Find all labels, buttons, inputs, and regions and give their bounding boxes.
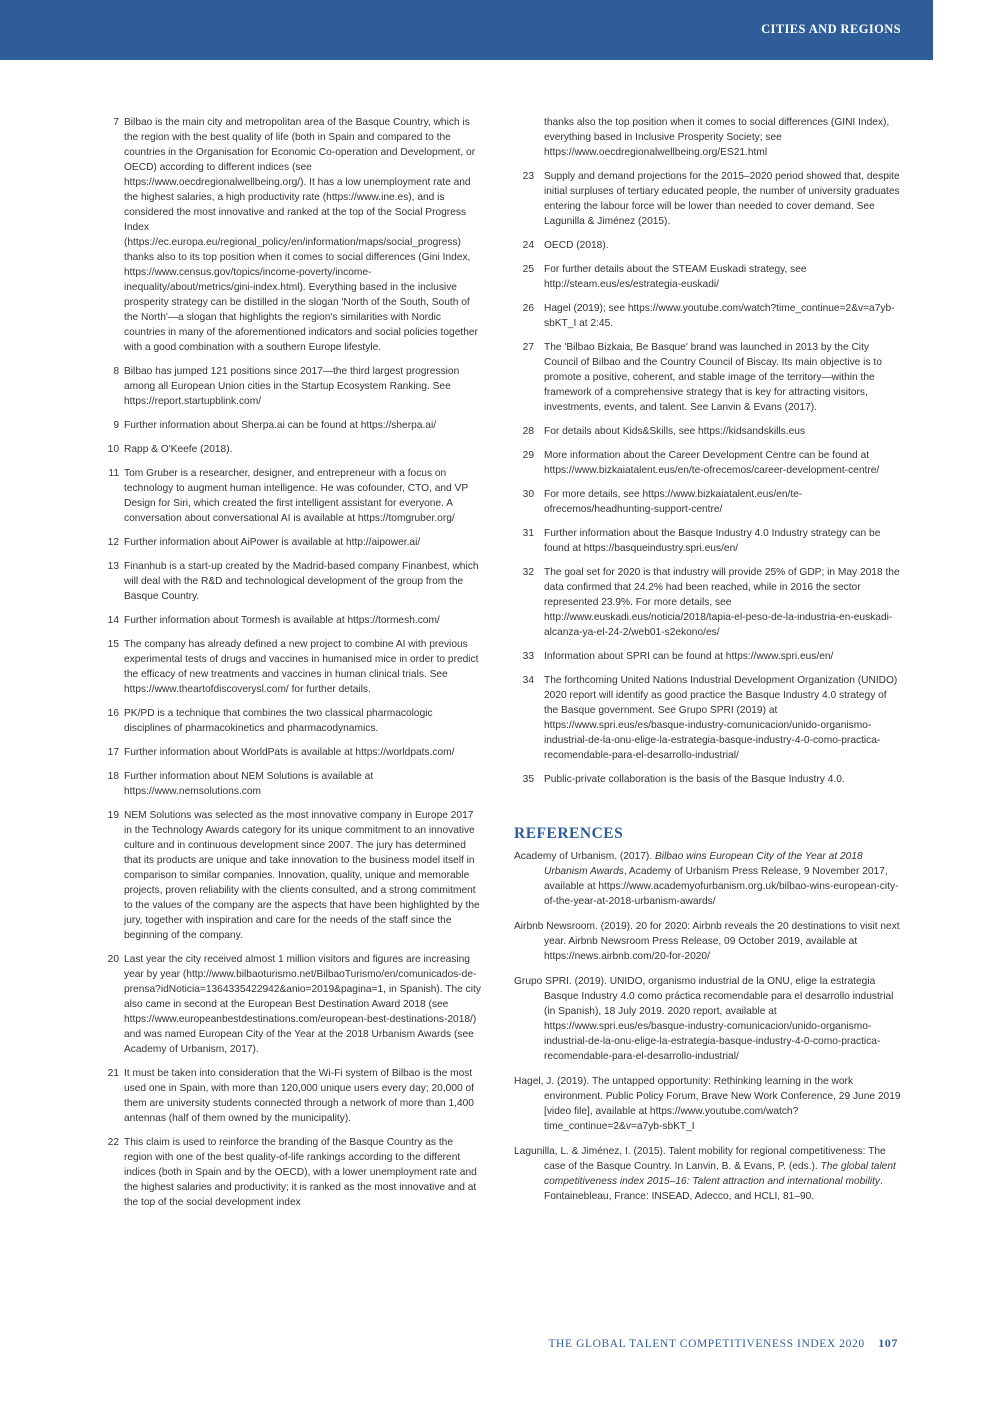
endnote-item	[101, 745, 481, 760]
endnote-text: Public-private collaboration is the basis of the Basque Industry 4.0.	[544, 774, 845, 785]
endnote-number: 16	[107, 708, 119, 719]
endnotes-right-column	[514, 115, 902, 1214]
endnote-item	[514, 487, 902, 517]
endnote-item	[514, 772, 902, 787]
endnote-item	[514, 238, 902, 253]
endnote-text: NEM Solutions was selected as the most innovative company in Europe 2017 in the Technology Awards category for its unique commitment to an innovative culture and in continuous development since 2007. The jury has determined that its products are unique and take innovation to the business model itself in comparison to similar companies. Innovation, quality, unique and memorable projects, proven reliability with the clients consulted, and a strong commitment to the values of the company are the aspects that have been highlighted by the jury, together with inspiration and care for the needs of the staff since the beginning of the company.	[124, 810, 480, 941]
endnote-number: 21	[107, 1068, 119, 1079]
endnote-item	[101, 1135, 481, 1210]
endnote-item	[101, 115, 481, 355]
section-header-bar	[0, 0, 933, 60]
endnote-text: Tom Gruber is a researcher, designer, and entrepreneur with a focus on technology to augment human intelligence. He was cofounder, CTO, and VP Design for Siri, which created the first intelligent assistant for everyone. A conversation about conversational AI is available at https://tomgruber.org/	[124, 468, 468, 524]
endnote-item	[514, 340, 902, 415]
endnote-number: 34	[522, 675, 534, 686]
endnote-text: For details about Kids&Skills, see https://kidsandskills.eus	[544, 426, 806, 437]
page-number: 107	[878, 1336, 898, 1350]
endnotes-left-column	[101, 115, 481, 1219]
endnote-number: 26	[522, 303, 534, 314]
endnote-item	[514, 169, 902, 229]
endnote-text: Further information about AiPower is available at http://aipower.ai/	[124, 537, 421, 548]
reference-text: Grupo SPRI. (2019). UNIDO, organismo industrial de la ONU, elige la estrategia Basque Industry 4.0 como práctica recomendable para el desarrollo industrial (in Spanish), 18 July 2019. 2020 report, available at https://www.spri.eus/es/basque-industry-comunicacion/unido-organismo-industrial-de-la-onu-elige-la-estrategia-basque-industry-4-0-como-practica-recomendable-para-el-desarrollo-industrial/	[514, 976, 894, 1062]
endnote-text: Further information about the Basque Industry 4.0 Industry strategy can be found at https://basqueindustry.spri.eus/en/	[544, 528, 881, 554]
section-label: CITIES AND REGIONS	[761, 22, 901, 36]
publication-title: THE GLOBAL TALENT COMPETITIVENESS INDEX 2020	[548, 1338, 865, 1350]
reference-entry	[514, 919, 902, 964]
endnote-text: Further information about NEM Solutions is available at https://www.nemsolutions.com	[124, 771, 374, 797]
endnote-text: Last year the city received almost 1 million visitors and figures are increasing year by year (http://www.bilbaoturismo.net/BilbaoTurismo/en/comunicados-de-prensa?idNoticia=1364335422942&anio=2019&pagina=1, in Spanish). The city also came in second at the European Best Destination Award 2018 (see https://www.europeanbestdestinations.com/european-best-destinations-2018/) and was named European City of the Year at the 2018 Urbanism Awards (see Academy of Urbanism, 2017).	[124, 954, 481, 1055]
references-heading: REFERENCES	[514, 825, 624, 842]
endnote-number: 31	[522, 528, 534, 539]
endnote-item	[101, 1066, 481, 1126]
endnote-item	[514, 673, 902, 763]
endnote-text: This claim is used to reinforce the branding of the Basque Country as the region with one of the best quality-of-life rankings according to the different indices (both in Spain and by the OECD), with a lower unemployment rate and the highest salaries and productivity; it is ranked as the most innovative and at the top of the social development index	[124, 1137, 477, 1208]
endnote-number: 28	[522, 426, 534, 437]
endnote-number: 29	[522, 450, 534, 461]
reference-entry	[514, 1144, 902, 1204]
endnote-number: 7	[113, 117, 119, 128]
endnote-item	[101, 442, 481, 457]
endnote-number: 18	[107, 771, 119, 782]
endnote-text: It must be taken into consideration that the Wi-Fi system of Bilbao is the most used one in Spain, with more than 120,000 unique users every day; 20,000 of them are university students connected through a network of more than 1,400 antennas (half of them owned by the municipality).	[124, 1068, 475, 1124]
endnote-text: Further information about WorldPats is available at https://worldpats.com/	[124, 747, 455, 758]
endnote-text: The goal set for 2020 is that industry will provide 25% of GDP; in May 2018 the data confirmed that 24.2% had been reached, while in 2016 the sector represented 23.9%. For more details, see http://www.euskadi.eus/noticia/2018/tapia-el-peso-de-la-industria-en-euskadi-alcanza-ya-el-24-2/web01-s2ekono/es/	[544, 567, 900, 638]
endnote-text: The company has already defined a new project to combine AI with previous experimental tests of drugs and vaccines in humanised mice in order to predict the efficacy of new treatments and vaccines in human clinical trials. See https://www.theartofdiscoverysl.com/ for further details.	[124, 639, 479, 695]
reference-text: Lagunilla, L. & Jiménez, I. (2015). Talent mobility for regional competitiveness: The case of the Basque Country. In Lanvin, B. & Evans, P. (eds.).	[514, 1146, 886, 1172]
endnote-item	[514, 649, 902, 664]
reference-text-tail: , Academy of Urbanism Press Release, 9 November 2017, available at https://www.academyofurbanism.org.uk/bilbao-wins-european-city-of-the-year-at-2018-urbanism-awards/	[544, 866, 899, 907]
reference-text: Academy of Urbanism. (2017).	[514, 851, 655, 862]
endnote-number: 24	[522, 240, 534, 251]
endnote-number: 23	[522, 171, 534, 182]
endnote-22-continued: thanks also the top position when it comes to social differences (GINI Index), everything based in Inclusive Prosperity Society; see https://www.oecdregionalwellbeing.org/ES21.html	[544, 117, 890, 158]
reference-entry	[514, 849, 902, 909]
endnote-text: Bilbao has jumped 121 positions since 2017—the third largest progression among all European Union cities in the Startup Ecosystem Ranking. See https://report.startupblink.com/	[124, 366, 460, 407]
endnote-item	[514, 526, 902, 556]
endnote-number: 8	[113, 366, 119, 377]
endnote-item	[101, 613, 481, 628]
endnote-number: 15	[107, 639, 119, 650]
endnote-text: Hagel (2019); see https://www.youtube.com/watch?time_continue=2&v=a7yb-sbKT_I at 2:45.	[544, 303, 895, 329]
endnote-number: 20	[107, 954, 119, 965]
endnote-number: 33	[522, 651, 534, 662]
endnote-item	[514, 448, 902, 478]
reference-text: Airbnb Newsroom. (2019). 20 for 2020: Airbnb reveals the 20 destinations to visit next year. Airbnb Newsroom Press Release, 09 October 2019, available at https://news.airbnb.com/20-for-2020/	[514, 921, 900, 962]
reference-title: The global talent competitiveness index 2015–16: Talent attraction and international mobility	[544, 1161, 896, 1187]
reference-entry	[514, 1074, 902, 1134]
reference-text: Hagel, J. (2019). The untapped opportunity: Rethinking learning in the work environment. Public Policy Forum, Brave New Work Conference, 29 June 2019 [video file], available at https://www.youtube.com/watch?time_continue=2&v=a7yb-sbKT_I	[514, 1076, 901, 1132]
endnote-text: For more details, see https://www.bizkaiatalent.eus/en/te-ofrecemos/headhunting-support-centre/	[544, 489, 803, 515]
reference-title: Bilbao wins European City of the Year at 2018 Urbanism Awards	[544, 851, 863, 877]
endnote-text: PK/PD is a technique that combines the two classical pharmacologic disciplines of pharmacokinetics and pharmacodynamics.	[124, 708, 433, 734]
endnote-text: Supply and demand projections for the 2015–2020 period showed that, despite initial surpluses of tertiary educated people, the number of university graduates entering the labour force will be lower than needed to cover demand. See Lagunilla & Jiménez (2015).	[544, 171, 900, 227]
endnote-text: The 'Bilbao Bizkaia, Be Basque' brand was launched in 2013 by the City Council of Bilbao and the Country Council of Biscay. Its main objective is to promote a positive, coherent, and stable image of the territory—within the framework of a comprehensive strategy that is key for attracting visitors, investments, events, and talent. See Lanvin & Evans (2017).	[544, 342, 882, 413]
endnote-text: OECD (2018).	[544, 240, 609, 251]
endnote-text: Further information about Sherpa.ai can be found at https://sherpa.ai/	[124, 420, 437, 431]
endnote-item	[101, 535, 481, 550]
endnote-text: More information about the Career Development Centre can be found at https://www.bizkaiatalent.eus/en/te-ofrecemos/career-development-centre/	[544, 450, 880, 476]
endnote-number: 12	[107, 537, 119, 548]
endnote-number: 22	[107, 1137, 119, 1148]
endnote-item	[514, 262, 902, 292]
endnote-number: 13	[107, 561, 119, 572]
endnote-item	[101, 364, 481, 409]
endnote-number: 19	[107, 810, 119, 821]
endnote-number: 14	[107, 615, 119, 626]
endnote-text: Rapp & O'Keefe (2018).	[124, 444, 233, 455]
endnote-item	[101, 706, 481, 736]
endnote-number: 11	[108, 468, 119, 479]
endnote-item	[514, 301, 902, 331]
endnote-number: 32	[522, 567, 534, 578]
endnote-text: Bilbao is the main city and metropolitan area of the Basque Country, which is the region with the best quality of life (both in Spain and compared to the countries in the Organisation for Economic Co-operation and Development, or OECD) according to different indices (see https://www.oecdregionalwellbeing.org/). It has a low unemployment rate and the highest salaries, a high productivity rate (https://www.ine.es), and is considered the most innovative and ranked at the top of the Social Progress Index (https://ec.europa.eu/regional_policy/en/information/maps/social_progress) thanks also to its top position when it comes to social differences (Gini Index, https://www.census.gov/topics/income-poverty/income-inequality/about/metrics/gini-index.html). Everything based in the inclusive prosperity strategy can be distilled in the slogan 'North of the South, South of the North'—a slogan that highlights the region's similarities with Nordic countries in many of the aforementioned indicators and social policies together with a good combination with a southern Europe lifestyle.	[124, 117, 478, 353]
endnote-text: For further details about the STEAM Euskadi strategy, see http://steam.eus/es/estrategia-euskadi/	[544, 264, 807, 290]
endnote-text: The forthcoming United Nations Industrial Development Organization (UNIDO) 2020 report will identify as good practice the Basque Industry 4.0 strategy of the Basque government. See Grupo SPRI (2019) at https://www.spri.eus/es/basque-industry-comunicacion/unido-organismo-industrial-de-la-onu-elige-la-estrategia-basque-industry-4-0-como-practica-recomendable-para-el-desarrollo-industrial/	[544, 675, 898, 761]
references-list	[514, 849, 902, 1204]
endnote-number: 30	[522, 489, 534, 500]
reference-entry	[514, 974, 902, 1064]
endnote-text: Further information about Tormesh is available at https://tormesh.com/	[124, 615, 440, 626]
endnote-item	[101, 559, 481, 604]
endnote-number: 9	[113, 420, 119, 431]
endnote-number: 27	[522, 342, 534, 353]
endnote-item	[514, 565, 902, 640]
endnote-item	[101, 952, 481, 1057]
endnotes-right-list	[514, 169, 902, 787]
endnote-item	[101, 418, 481, 433]
endnote-number: 25	[522, 264, 534, 275]
endnote-item	[101, 637, 481, 697]
endnote-text: Information about SPRI can be found at https://www.spri.eus/en/	[544, 651, 834, 662]
endnote-item	[514, 424, 902, 439]
endnote-number: 17	[107, 747, 119, 758]
endnote-item	[101, 466, 481, 526]
page-footer	[548, 1336, 898, 1351]
endnote-item	[101, 769, 481, 799]
reference-text-tail: . Fontainebleau, France: INSEAD, Adecco, and HCLI, 81–90.	[544, 1176, 883, 1202]
endnote-item	[101, 808, 481, 943]
endnote-text: Finanhub is a start-up created by the Madrid-based company Finanbest, which will deal with the R&D and technological development of the group from the Basque Country.	[124, 561, 479, 602]
endnote-number: 10	[107, 444, 119, 455]
endnote-number: 35	[522, 774, 534, 785]
